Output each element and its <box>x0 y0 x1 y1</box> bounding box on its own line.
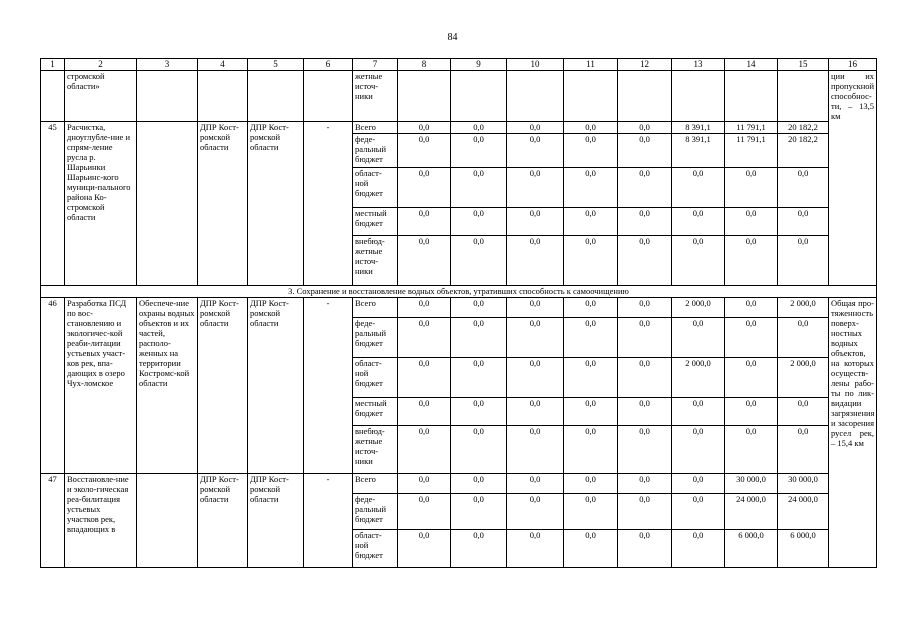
value-cell: 0,0 <box>451 133 507 167</box>
value-cell: 11 791,1 <box>725 121 778 133</box>
funding-source: Всего <box>353 121 398 133</box>
value-cell: 0,0 <box>618 133 672 167</box>
value-cell: 20 182,2 <box>778 121 829 133</box>
funding-source: Всего <box>353 297 398 317</box>
value-cell: 6 000,0 <box>778 529 829 567</box>
entry-executor: ДПР Кост-ромской области <box>248 121 304 285</box>
value-cell: 0,0 <box>564 207 618 235</box>
entry-number: 45 <box>41 121 65 285</box>
entry-number: 47 <box>41 473 65 567</box>
entry-executor: ДПР Кост-ромской области <box>248 473 304 567</box>
value-cell: 0,0 <box>778 425 829 473</box>
entry-name: Разработка ПСД по вос-становлению и экологичес-кой реаби-литации устьевых участ-ков рек, впа-дающих в озеро Чух-ломское <box>65 297 137 473</box>
entry-customer: ДПР Кост-ромской области <box>198 121 248 285</box>
value-cell: 0,0 <box>451 473 507 493</box>
value-cell: 0,0 <box>725 425 778 473</box>
value-cell: 0,0 <box>778 235 829 285</box>
continuation-name: стромской области» <box>65 71 137 122</box>
column-number: 9 <box>451 59 507 71</box>
value-cell: 0,0 <box>618 473 672 493</box>
value-cell: 0,0 <box>507 121 564 133</box>
column-number: 2 <box>65 59 137 71</box>
funding-source: област-ной бюджет <box>353 167 398 207</box>
entry-goal <box>137 473 198 567</box>
value-cell: 0,0 <box>778 317 829 357</box>
value-cell: 0,0 <box>398 235 451 285</box>
value-cell: 0,0 <box>451 121 507 133</box>
column-number: 15 <box>778 59 829 71</box>
column-number: 14 <box>725 59 778 71</box>
column-number: 6 <box>304 59 353 71</box>
column-number: 1 <box>41 59 65 71</box>
table-row <box>41 121 877 133</box>
value-cell: 0,0 <box>507 529 564 567</box>
column-number: 5 <box>248 59 304 71</box>
entry-goal: Обеспече-ние охраны водных объектов и их частей, располо-женных на территории Костромс-кой области <box>137 297 198 473</box>
funding-source: област-ной бюджет <box>353 357 398 397</box>
value-cell: 0,0 <box>564 297 618 317</box>
value-cell: 0,0 <box>507 133 564 167</box>
column-number: 11 <box>564 59 618 71</box>
funding-source: област-ной бюджет <box>353 529 398 567</box>
funding-source: местный бюджет <box>353 397 398 425</box>
entry-col6: - <box>304 297 353 473</box>
value-cell: 0,0 <box>618 397 672 425</box>
value-cell: 0,0 <box>778 397 829 425</box>
value-cell: 2 000,0 <box>672 297 725 317</box>
column-number: 12 <box>618 59 672 71</box>
column-number: 10 <box>507 59 564 71</box>
value-cell: 0,0 <box>672 493 725 529</box>
value-cell: 0,0 <box>618 167 672 207</box>
value-cell: 0,0 <box>725 397 778 425</box>
value-cell: 0,0 <box>564 167 618 207</box>
value-cell: 0,0 <box>564 235 618 285</box>
value-cell: 0,0 <box>725 167 778 207</box>
value-cell: 24 000,0 <box>725 493 778 529</box>
entry-indicator <box>829 121 877 285</box>
value-cell: 0,0 <box>507 357 564 397</box>
value-cell: 0,0 <box>451 357 507 397</box>
value-cell: 0,0 <box>564 493 618 529</box>
funding-source: внебюд-жетные источ-ники <box>353 425 398 473</box>
entry-col6: - <box>304 473 353 567</box>
funding-source: феде-ральный бюджет <box>353 133 398 167</box>
value-cell: 0,0 <box>451 425 507 473</box>
value-cell: 20 182,2 <box>778 133 829 167</box>
value-cell: 0,0 <box>725 317 778 357</box>
value-cell: 24 000,0 <box>778 493 829 529</box>
funding-source: внебюд-жетные источ-ники <box>353 235 398 285</box>
value-cell: 0,0 <box>618 493 672 529</box>
value-cell: 0,0 <box>398 493 451 529</box>
value-cell: 0,0 <box>725 297 778 317</box>
page-number: 84 <box>447 32 458 43</box>
value-cell: 0,0 <box>507 167 564 207</box>
value-cell: 0,0 <box>672 235 725 285</box>
continuation-row <box>41 71 877 122</box>
value-cell: 0,0 <box>507 317 564 357</box>
column-number: 4 <box>198 59 248 71</box>
entry-customer: ДПР Кост-ромской области <box>198 473 248 567</box>
entry-customer: ДПР Кост-ромской области <box>198 297 248 473</box>
column-number: 13 <box>672 59 725 71</box>
value-cell: 0,0 <box>564 473 618 493</box>
value-cell: 0,0 <box>451 235 507 285</box>
value-cell: 6 000,0 <box>725 529 778 567</box>
value-cell: 0,0 <box>564 397 618 425</box>
program-table <box>40 58 877 568</box>
value-cell: 0,0 <box>398 167 451 207</box>
value-cell: 0,0 <box>778 207 829 235</box>
value-cell: 0,0 <box>564 121 618 133</box>
entry-col6: - <box>304 121 353 285</box>
table-row <box>41 297 877 317</box>
value-cell: 0,0 <box>398 121 451 133</box>
value-cell: 0,0 <box>507 473 564 493</box>
value-cell: 0,0 <box>672 207 725 235</box>
value-cell: 0,0 <box>507 493 564 529</box>
value-cell: 0,0 <box>725 357 778 397</box>
value-cell: 0,0 <box>618 317 672 357</box>
value-cell: 0,0 <box>507 235 564 285</box>
value-cell: 30 000,0 <box>778 473 829 493</box>
value-cell: 0,0 <box>398 357 451 397</box>
value-cell: 0,0 <box>564 357 618 397</box>
value-cell: 0,0 <box>451 493 507 529</box>
value-cell: 0,0 <box>398 317 451 357</box>
value-cell: 2 000,0 <box>778 357 829 397</box>
value-cell: 0,0 <box>507 297 564 317</box>
column-number-row <box>41 59 877 71</box>
value-cell: 0,0 <box>398 529 451 567</box>
value-cell: 0,0 <box>725 207 778 235</box>
value-cell: 0,0 <box>451 167 507 207</box>
value-cell: 2 000,0 <box>778 297 829 317</box>
value-cell: 0,0 <box>672 317 725 357</box>
value-cell: 0,0 <box>451 297 507 317</box>
column-number: 7 <box>353 59 398 71</box>
entry-executor: ДПР Кост-ромской области <box>248 297 304 473</box>
value-cell: 0,0 <box>564 425 618 473</box>
continuation-indicator: ции их пропускной способнос-ти, – 13,5 км <box>829 71 877 122</box>
value-cell: 0,0 <box>672 425 725 473</box>
value-cell: 8 391,1 <box>672 133 725 167</box>
funding-source: феде-ральный бюджет <box>353 317 398 357</box>
funding-source: местный бюджет <box>353 207 398 235</box>
entry-number: 46 <box>41 297 65 473</box>
value-cell: 0,0 <box>778 167 829 207</box>
value-cell: 0,0 <box>398 133 451 167</box>
value-cell: 0,0 <box>507 207 564 235</box>
table-row <box>41 473 877 493</box>
value-cell: 0,0 <box>398 297 451 317</box>
funding-source: феде-ральный бюджет <box>353 493 398 529</box>
column-number: 8 <box>398 59 451 71</box>
value-cell: 0,0 <box>618 235 672 285</box>
value-cell: 0,0 <box>507 425 564 473</box>
funding-source: Всего <box>353 473 398 493</box>
value-cell: 0,0 <box>618 357 672 397</box>
value-cell: 0,0 <box>398 473 451 493</box>
value-cell: 0,0 <box>672 397 725 425</box>
entry-indicator: Общая про-тяженность поверх-ностных водных объектов, на которых осуществ-лены рабо-ты по лик-видации загрязнения и засорения русел рек, – 15,4 км <box>829 297 877 567</box>
value-cell: 0,0 <box>398 207 451 235</box>
value-cell: 0,0 <box>672 473 725 493</box>
value-cell: 0,0 <box>564 133 618 167</box>
value-cell: 8 391,1 <box>672 121 725 133</box>
continuation-source: жетные источ-ники <box>353 71 398 122</box>
value-cell: 0,0 <box>564 317 618 357</box>
value-cell: 0,0 <box>618 121 672 133</box>
value-cell: 0,0 <box>451 207 507 235</box>
value-cell: 0,0 <box>451 529 507 567</box>
value-cell: 0,0 <box>507 397 564 425</box>
value-cell: 0,0 <box>618 425 672 473</box>
section-title: 3. Сохранение и восстановление водных объектов, утративших способность к самоочищению <box>41 285 877 297</box>
entry-name: Восстановле-ние и эколо-гическая реа-билитация устьевых участков рек, впадающих в <box>65 473 137 567</box>
column-number: 3 <box>137 59 198 71</box>
value-cell: 0,0 <box>451 317 507 357</box>
value-cell: 0,0 <box>725 235 778 285</box>
value-cell: 0,0 <box>564 529 618 567</box>
section-row <box>41 285 877 297</box>
column-number: 16 <box>829 59 877 71</box>
value-cell: 2 000,0 <box>672 357 725 397</box>
value-cell: 11 791,1 <box>725 133 778 167</box>
value-cell: 0,0 <box>398 425 451 473</box>
value-cell: 0,0 <box>451 397 507 425</box>
value-cell: 0,0 <box>672 167 725 207</box>
value-cell: 30 000,0 <box>725 473 778 493</box>
value-cell: 0,0 <box>618 207 672 235</box>
entry-goal <box>137 121 198 285</box>
value-cell: 0,0 <box>672 529 725 567</box>
entry-name: Расчистка, дноуглубле-ние и спрям-ление русла р. Шарьинки Шарьинс-кого муници-пального района Ко-стромской области <box>65 121 137 285</box>
value-cell: 0,0 <box>618 529 672 567</box>
value-cell: 0,0 <box>398 397 451 425</box>
value-cell: 0,0 <box>618 297 672 317</box>
